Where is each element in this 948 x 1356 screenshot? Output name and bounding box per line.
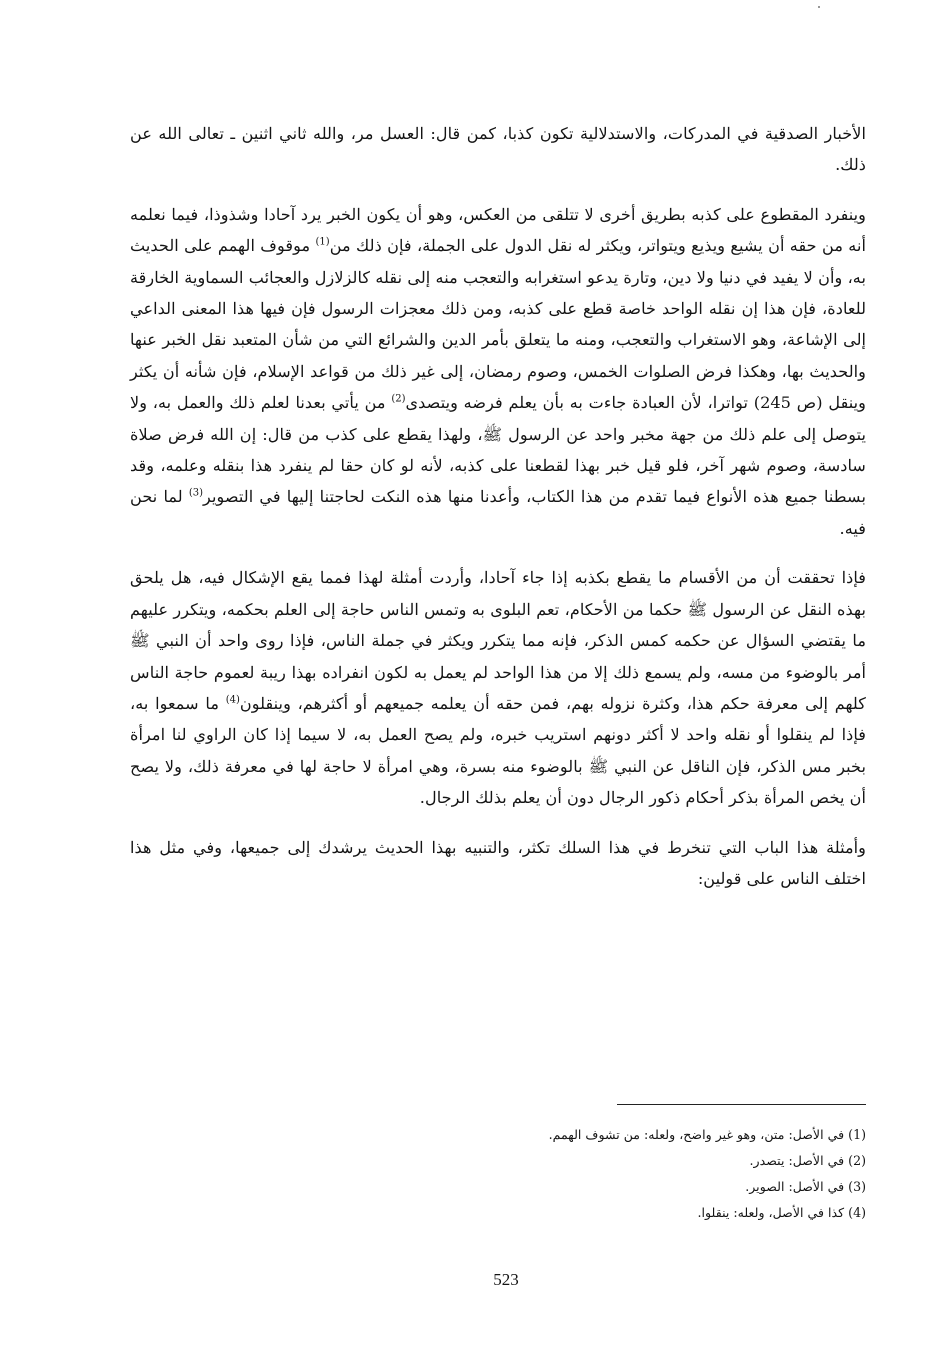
paragraph-2-text-part-3: من يأتي بعدنا لعلم ذلك والعمل به، ولا يتوصل إلى علم ذلك من جهة مخبر واحد عن الرسول ﷺ، ولهذا يقطع على كذب من قال: إن الله فرض صلاة سادسة، وصوم شهر آخر، فلو قيل خبر بهذا لقطعنا على كذبه، لأنه لو كان حقا لم ينفرد هذا بنقله وعلمه، وقد بسطنا جميع هذه الأنواع فيما تقدم من هذا الكتاب، وأعدنا منها هذه النكت لحاجتنا إليها في التصوير (130, 393, 866, 507)
paragraph-3 (130, 562, 866, 813)
footnote-2: (2) في الأصل: يتصدر. (749, 1153, 866, 1168)
paragraph-1 (130, 118, 866, 181)
footnote-ref-1[interactable]: (1) (315, 236, 330, 248)
paragraph-4-text: وأمثلة هذا الباب التي تنخرط في هذا السلك تكثر، والتنبيه بهذا الحديث يرشدك إلى جميعها، وفي مثل هذا اختلف الناس على قولين: (130, 837, 866, 888)
scan-speck (818, 6, 820, 8)
paragraph-2-text-part-2: موقوف الهمم على الحديث به، وأن لا يفيد في دنيا ولا دين، وتارة يدعو استغرابه والتعجب منه إلى نقله كالزلازل والعجائب السماوية الخارقة للعادة، فإن هذا إن نقله الواحد خاصة قطع على كذبه، ومن ذلك معجزات الرسول فإن فيها هذا المعنى الداعي إلى الإشاعة، وهو الاستغراب والتعجب، ومنه ما يتعلق بأمر الدين والشرائع التي من شأن المتعبد نقل الخبر عنها والحديث بها، وهكذا فرض الصلوات الخمس، وصوم رمضان، إلى غير ذلك من قواعد الإسلام، فإن شأنه أن يكثر وينقل (ص 245) تواترا، لأن العبادة جاءت به بأن يعلم فرضه ويتصدى (130, 236, 866, 413)
footnote-4: (4) كذا في الأصل، ولعله: ينقلوا. (697, 1205, 866, 1220)
footnote-ref-4[interactable]: (4) (225, 694, 240, 706)
footnote-3: (3) في الأصل: الصوير. (745, 1179, 866, 1194)
paragraph-2-text-part-1: وينفرد المقطوع على كذبه بطريق أخرى لا تتلقى من العكس، وهو أن يكون الخبر يرد آحادا وشذوذا، فيما نعلمه أنه من حقه أن يشيع ويذيع ويتواتر، ويكثر له نقل الدول على الجملة، فإن ذلك من (130, 204, 866, 256)
paragraph-1-text: الأخبار الصدقية في المدركات، والاستدلالية تكون كذبا، كمن قال: العسل مر، والله ثاني اثنين ـ تعالى الله عن ذلك. (130, 124, 866, 175)
paragraph-4 (130, 832, 866, 895)
paragraph-2-text-part-4: لما نحن فيه. (130, 487, 866, 538)
footnote-divider (617, 1104, 866, 1105)
footnote-ref-3[interactable]: (3) (188, 488, 204, 500)
paragraph-2 (130, 199, 866, 544)
footnotes (400, 1122, 866, 1226)
page-number: 523 (493, 1270, 519, 1289)
main-text (130, 118, 866, 894)
footnote-1: (1) في الأصل: متن، وهو غير واضح، ولعله: من تشوف الهمم. (548, 1127, 866, 1142)
paragraph-3-text-part-1: فإذا تحققت أن من الأقسام ما يقطع بكذبه إذا جاء آحادا، وأردت أمثلة لهذا فمما يقع الإشكال فيه، هل يلحق بهذه النقل عن الرسول ﷺ حكما من الأحكام، تعم البلوى به وتمس الناس حاجة إلى العلم بحكمه، ويتكرر عليهم ما يقتضي السؤال عن حكمه كمس الذكر، فإنه مما يتكرر ويكثر في جملة الناس، فإذا روى واحد أن النبي ﷺ أمر بالوضوء من مسه، ولم يسمع ذلك إلا من هذا الواحد لم يعمل به لكون انفراده بهذا ريبة لعموم حاجة الناس كلهم إلى معرفة حكم هذا، وكثرة نزوله بهم، فمن حقه أن يعلمه جميعهم أو أكثرهم، وينقلون (130, 568, 866, 713)
paragraph-3-text-part-2: ما سمعوا به، فإذا لم ينقلوا أو نقله واحد لا أكثر دونهم استريب خبره، ولم يصح العمل به، لا سيما إذا كان الراوي لنا امرأة بخبر مس الذكر، فإن الناقل عن النبي ﷺ بالوضوء منه بسرة، وهي امرأة لا حاجة لها في معرفة ذلك، ولا يصح أن يخص المرأة بذكر أحكام ذكور الرجال دون أن يعلم بذلك الرجال. (130, 693, 866, 808)
footnote-ref-2[interactable]: (2) (391, 393, 406, 405)
